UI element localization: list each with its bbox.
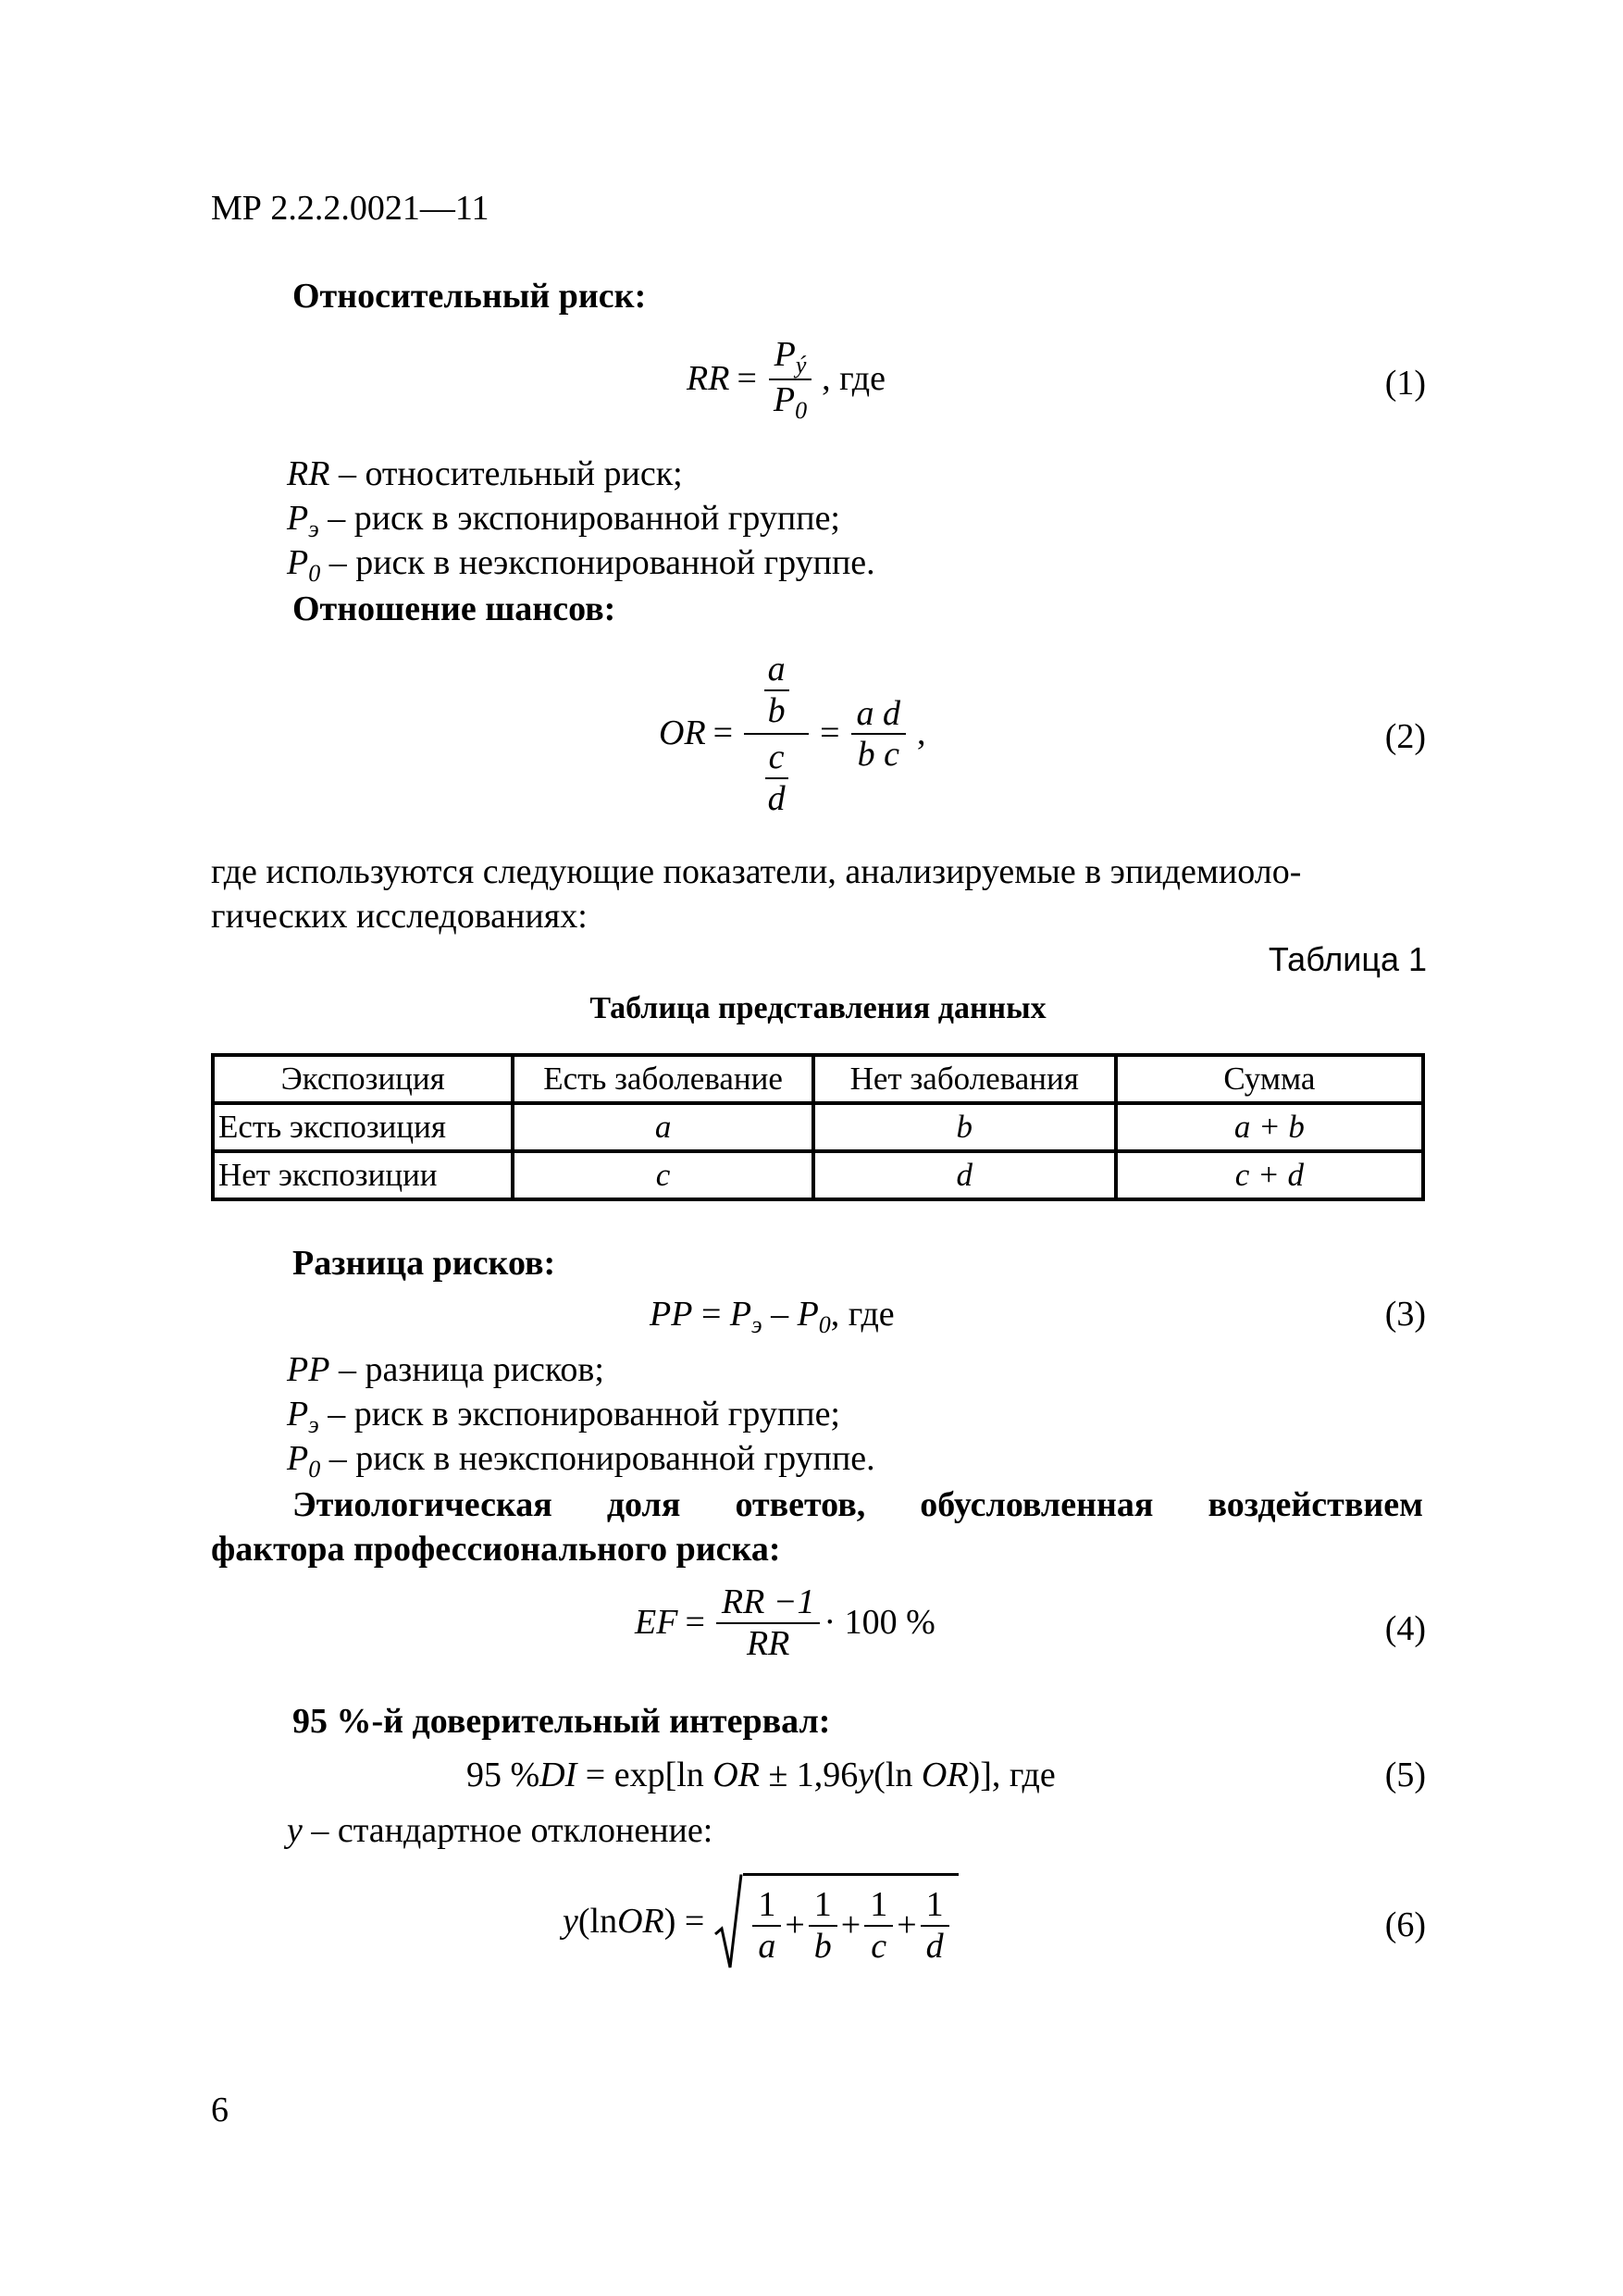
heading-relative-risk: Относительный риск: (292, 277, 647, 316)
ci-p8: OR (921, 1756, 969, 1794)
pp-definition-1 (287, 1349, 604, 1392)
ef-equals: = (685, 1602, 705, 1642)
equation-number-6: (6) (1384, 1905, 1426, 1944)
rr-def1-symbol: RR (287, 454, 330, 493)
document-code: МР 2.2.2.0021—11 (211, 189, 489, 228)
or-result-num: a d (851, 694, 907, 736)
or-result-den: b c (857, 735, 899, 775)
ef-fraction (716, 1582, 821, 1663)
intro-paragraph-line-1: где используются следующие показатели, анализируемые в эпидемиоло- (211, 852, 1302, 891)
ci-p3: = exp[ln (576, 1756, 713, 1794)
equation-number-4: (4) (1384, 1609, 1426, 1648)
rr-def2-symbol: P (287, 499, 309, 538)
or-d: d (767, 778, 786, 818)
or-equals: = (712, 714, 734, 753)
ci-def-symbol: y (287, 1811, 303, 1850)
pp-def1-text: – разница рисков; (329, 1350, 604, 1389)
sd-plus: + (840, 1905, 861, 1944)
data-table (211, 1053, 1425, 1201)
pp-def1-symbol: PP (287, 1350, 330, 1389)
table-header-row (213, 1055, 1423, 1103)
rr-def2-text: – риск в экспонированной группе; (318, 499, 840, 538)
sd-lhs-mid: (ln (577, 1902, 618, 1942)
pp-def3-text: – риск в неэкспонированной группе. (320, 1439, 875, 1478)
or-a: a (764, 650, 789, 691)
pp-def3-symbol: P (287, 1439, 309, 1478)
rr-lhs: RR (687, 359, 730, 399)
pp-definition-3 (287, 1438, 875, 1483)
equation-number-1: (1) (1384, 364, 1426, 403)
sd-a: a (758, 1926, 776, 1966)
radical-sign-icon (713, 1873, 743, 1971)
rr-def2-sub: э (308, 515, 319, 542)
pp-def2-symbol: P (287, 1395, 309, 1433)
heading-odds-ratio: Отношение шансов: (292, 590, 616, 628)
sd-lhs-end: ) = (663, 1902, 705, 1942)
or-b: b (767, 690, 786, 730)
formula-relative-risk (687, 335, 886, 424)
pp-def2-text: – риск в экспонированной группе; (318, 1395, 840, 1433)
heading-etiological-fraction-line-2: фактора профессионального риска: (211, 1530, 781, 1569)
rr-num: P (774, 335, 796, 374)
sd-lhs-or: OR (617, 1902, 664, 1942)
rr-def1-text: – относительный риск; (329, 454, 683, 493)
sd-one-c: 1 (864, 1885, 893, 1927)
heading-etiological-fraction-line-1: Этиологическая доля ответов, обусловленная воздействием (292, 1485, 1423, 1524)
page-number: 6 (211, 2091, 229, 2129)
table-cell: a + b (1116, 1103, 1423, 1151)
rr-fraction (768, 335, 812, 424)
sd-one-b: 1 (809, 1885, 837, 1927)
ci-p7: (ln (873, 1756, 922, 1794)
ci-p5: ± 1,96 (759, 1756, 859, 1794)
sd-radicand (743, 1873, 958, 1971)
or-lhs: OR (659, 714, 706, 753)
table-cell: Нет экспозиции (213, 1151, 513, 1199)
rr-den-sub: 0 (795, 396, 808, 424)
sd-c: c (871, 1926, 887, 1966)
rr-def3-text: – риск в неэкспонированной группе. (320, 543, 875, 582)
table-row (213, 1103, 1423, 1151)
table-cell: Есть экспозиция (213, 1103, 513, 1151)
or-result-fraction (851, 694, 907, 775)
heading-confidence-interval: 95 %-й доверительный интервал: (292, 1702, 831, 1741)
table-header-cell: Сумма (1116, 1055, 1423, 1103)
sd-lhs-y: y (563, 1902, 578, 1942)
sd-plus: + (785, 1905, 805, 1944)
pp-equals: = (692, 1295, 730, 1334)
pp-minus: – (762, 1295, 798, 1334)
ci-p9: )], где (968, 1756, 1056, 1794)
ef-num: RR −1 (716, 1582, 821, 1624)
or-nested-fraction (744, 650, 809, 818)
intro-paragraph-line-2: гических исследованиях: (211, 897, 588, 936)
sd-b: b (813, 1926, 832, 1966)
or-c: c (765, 738, 788, 779)
rr-definition-1 (287, 453, 683, 496)
heading-risk-difference: Разница рисков: (292, 1244, 556, 1283)
rr-suffix: , где (822, 359, 886, 399)
rr-num-sub: ý (795, 351, 807, 379)
pp-definition-2 (287, 1394, 840, 1439)
ef-tail: · 100 % (824, 1602, 935, 1642)
sd-d: d (925, 1926, 944, 1966)
formula-confidence-interval (466, 1755, 1056, 1797)
or-suffix: , (917, 714, 926, 753)
equation-number-2: (2) (1384, 717, 1426, 756)
table-cell: c (513, 1151, 812, 1199)
table-label: Таблица 1 (1268, 940, 1427, 978)
sd-square-root (713, 1873, 958, 1971)
rr-den: P (773, 379, 796, 419)
table-header-cell: Экспозиция (213, 1055, 513, 1103)
ci-p1: 95 % (466, 1756, 540, 1794)
equation-number-3: (3) (1384, 1295, 1426, 1334)
sd-one-a: 1 (752, 1885, 781, 1927)
ef-lhs: EF (635, 1602, 678, 1642)
table-cell: c + d (1116, 1151, 1423, 1199)
table-header-cell: Есть заболевание (513, 1055, 812, 1103)
formula-standard-deviation (563, 1873, 959, 1971)
rr-def3-sub: 0 (308, 559, 321, 587)
table-header-cell: Нет заболевания (813, 1055, 1116, 1103)
ci-p4: OR (712, 1756, 760, 1794)
pp-term2-sub: 0 (818, 1310, 831, 1338)
pp-def3-sub: 0 (308, 1455, 321, 1483)
rr-definition-2 (287, 498, 840, 543)
sd-plus: + (897, 1905, 917, 1944)
table-cell: b (813, 1103, 1116, 1151)
rr-def3-symbol: P (287, 543, 309, 582)
table-title: Таблица представления данных (589, 991, 1047, 1025)
pp-def2-sub: э (308, 1410, 319, 1438)
pp-lhs: PP (650, 1295, 693, 1334)
ci-p2: DI (539, 1756, 577, 1794)
formula-odds-ratio (659, 650, 926, 818)
ci-p6: y (858, 1756, 874, 1794)
rr-definition-3 (287, 542, 875, 588)
formula-etiological-fraction (635, 1582, 935, 1663)
rr-equals: = (737, 359, 757, 399)
ci-def-text: – стандартное отклонение: (302, 1811, 713, 1850)
ci-definition (287, 1810, 712, 1853)
pp-term1-sub: э (751, 1310, 762, 1338)
table-row (213, 1151, 1423, 1199)
pp-term2: P (797, 1295, 819, 1334)
table-cell: d (813, 1151, 1116, 1199)
equation-number-5: (5) (1384, 1756, 1426, 1794)
or-equals-2: = (820, 714, 840, 753)
sd-one-d: 1 (921, 1885, 949, 1927)
table-cell: a (513, 1103, 812, 1151)
formula-risk-difference (650, 1294, 895, 1339)
pp-term1: P (729, 1295, 752, 1334)
pp-suffix: , где (830, 1295, 895, 1334)
ef-den: RR (746, 1623, 790, 1663)
